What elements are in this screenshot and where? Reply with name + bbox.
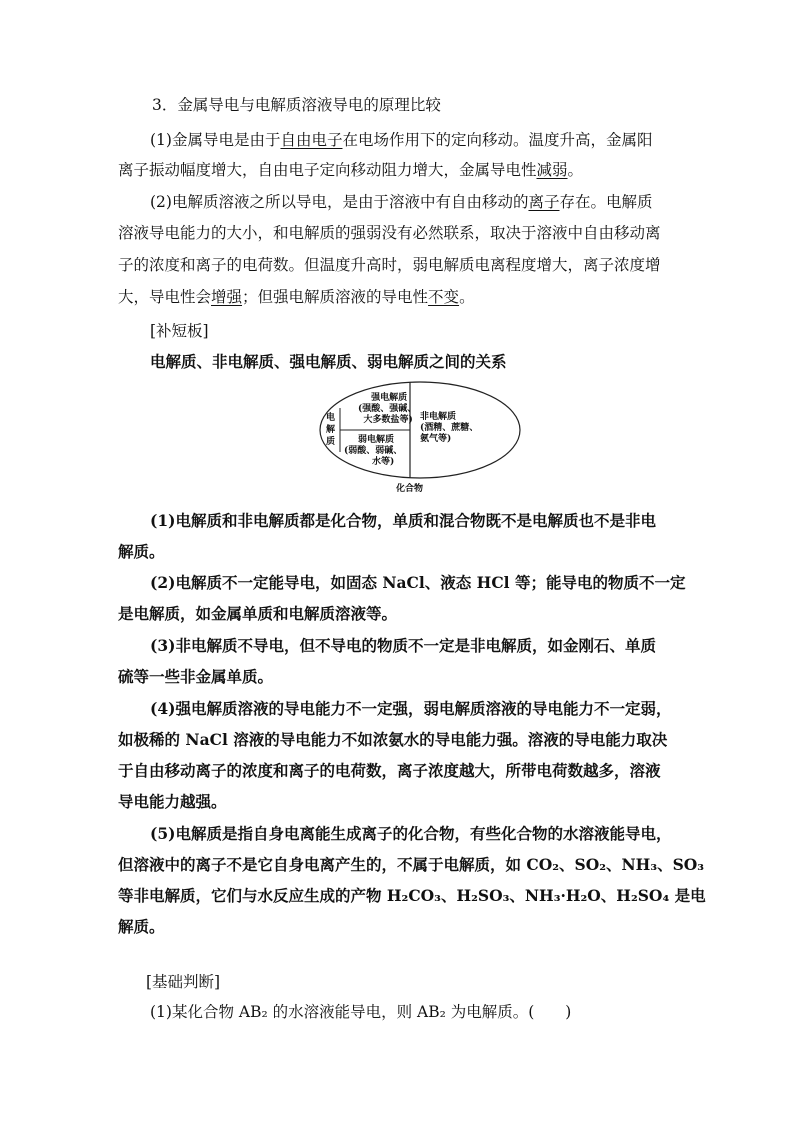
diagram-electrolyte-label: 电解质: [326, 413, 336, 447]
question-1: (1)某化合物 AB₂ 的水溶液能导电，则 AB₂ 为电解质。( ): [150, 1003, 572, 1021]
paragraph-2-line-4: 大，导电性会增强；但强电解质溶液的导电性不变。: [118, 288, 475, 306]
diagram-strong-electrolyte: 强电解质 (强酸、强碱、 大多数盐等): [358, 393, 417, 425]
supplement-tag: [补短板]: [150, 322, 209, 340]
answer-unchanged: 不变: [428, 288, 460, 306]
answer-weaken: 减弱: [536, 161, 568, 179]
paragraph-2-line-3: 子的浓度和离子的电荷数。但温度升高时，弱电解质电离程度增大，离子浓度增: [118, 256, 661, 274]
note-2-line-1: (2)电解质不一定能导电，如固态 NaCl、液态 HCl 等；能导电的物质不一定: [150, 573, 686, 592]
note-4-line-2: 如极稀的 NaCl 溶液的导电能力不如浓氨水的导电能力强。溶液的导电能力取决: [118, 730, 668, 749]
note-1-line-1: (1)电解质和非电解质都是化合物，单质和混合物既不是电解质也不是非电: [150, 511, 656, 530]
diagram-weak-electrolyte: 弱电解质 (弱酸、弱碱、 水等): [344, 435, 403, 467]
note-4-line-1: (4)强电解质溶液的导电能力不一定强，弱电解质溶液的导电能力不一定弱，: [150, 699, 672, 718]
note-5-line-1: (5)电解质是指自身电离能生成离子的化合物，有些化合物的水溶液能导电，: [150, 824, 672, 843]
basic-judgement-tag: [基础判断]: [146, 973, 221, 991]
note-3-line-2: 硫等一些非金属单质。: [118, 667, 274, 686]
note-5-line-3: 等非电解质，它们与水反应生成的产物 H₂CO₃、H₂SO₃、NH₃·H₂O、H₂SO₄ 是电: [118, 886, 706, 905]
note-5-line-4: 解质。: [118, 917, 165, 936]
paragraph-1-line-2: 离子振动幅度增大，自由电子定向移动阻力增大，金属导电性减弱。: [118, 161, 584, 179]
note-4-line-4: 导电能力越强。: [118, 792, 227, 811]
paragraph-2-line-1: (2)电解质溶液之所以导电，是由于溶液中有自由移动的离子存在。电解质: [150, 193, 653, 211]
section-title: 3．金属导电与电解质溶液导电的原理比较: [152, 96, 441, 114]
note-1-line-2: 解质。: [118, 542, 165, 561]
answer-ions: 离子: [528, 193, 560, 211]
diagram-non-electrolyte: 非电解质 (酒精、蔗糖、 氨气等): [420, 412, 479, 444]
supplement-heading: 电解质、非电解质、强电解质、弱电解质之间的关系: [150, 352, 507, 371]
note-3-line-1: (3)非电解质不导电，但不导电的物质不一定是非电解质，如金刚石、单质: [150, 636, 656, 655]
note-4-line-3: 于自由移动离子的浓度和离子的电荷数，离子浓度越大，所带电荷数越多，溶液: [118, 761, 661, 780]
electrolyte-diagram: [314, 380, 526, 496]
note-5-line-2: 但溶液中的离子不是它自身电离产生的，不属于电解质，如 CO₂、SO₂、NH₃、SO₃: [118, 855, 705, 874]
answer-increase: 增强: [211, 288, 243, 306]
diagram-caption: 化合物: [396, 484, 424, 494]
note-2-line-2: 是电解质，如金属单质和电解质溶液等。: [118, 604, 398, 623]
paragraph-1-line-1: (1)金属导电是由于自由电子在电场作用下的定向移动。温度升高，金属阳: [150, 131, 653, 149]
answer-free-electrons: 自由电子: [280, 131, 343, 149]
paragraph-2-line-2: 溶液导电能力的大小，和电解质的强弱没有必然联系，取决于溶液中自由移动离: [118, 224, 661, 242]
